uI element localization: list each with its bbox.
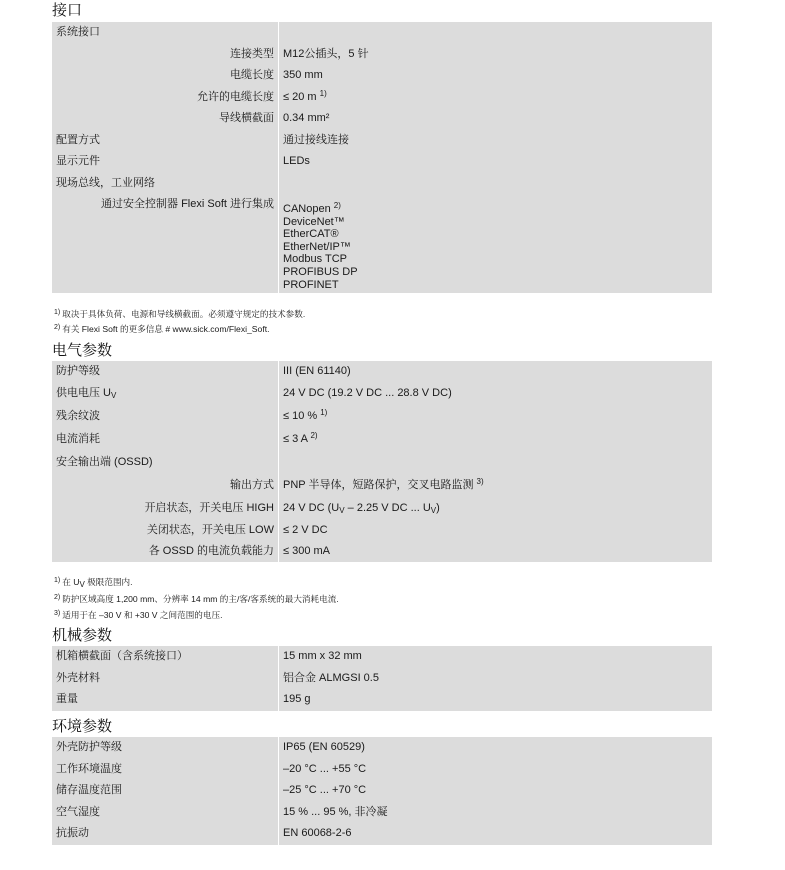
table-row	[52, 498, 712, 520]
row-label: 允许的电缆长度	[52, 87, 278, 109]
table-row	[52, 108, 712, 130]
table-row	[52, 689, 712, 711]
row-value: ≤ 3 A $^{2)}$	[279, 429, 712, 452]
row-value: ≤ 300 mA	[279, 541, 712, 562]
table-row	[52, 406, 712, 429]
row-value-list	[279, 194, 712, 293]
table-row	[52, 429, 712, 452]
row-label: 机箱横截面（含系统接口）	[52, 646, 278, 668]
row-label: 系统接口	[52, 22, 278, 44]
list-item: EtherCAT®	[283, 228, 339, 241]
table-row	[52, 520, 712, 541]
row-value	[279, 173, 712, 195]
row-value: III (EN 61140)	[279, 361, 712, 383]
row-label: 各 OSSD 的电流负载能力	[52, 541, 278, 562]
row-label: 电缆长度	[52, 65, 278, 87]
row-value: 15 % ... 95 %, 非冷凝	[279, 802, 712, 824]
row-label: 输出方式	[52, 475, 278, 498]
table-row	[52, 361, 712, 383]
table-row	[52, 541, 712, 562]
row-label: 供电电压 $U_V$	[52, 383, 278, 406]
row-value: ≤ 2 V DC	[279, 520, 712, 541]
row-label: 外壳防护等级	[52, 737, 278, 759]
list-item: CANopen $^{2)}$	[283, 201, 341, 215]
footnote: $^{2)}$ 有关 Flexi Soft 的更多信息 # www.sick.com/Flexi_Soft.	[54, 324, 270, 334]
list-item: DeviceNet™	[283, 215, 345, 228]
table-row	[52, 759, 712, 781]
row-label: 储存温度范围	[52, 780, 278, 802]
section-title-electrical: 电气参数	[52, 342, 113, 359]
list-item: PROFIBUS DP	[283, 265, 358, 278]
table-row	[52, 173, 712, 195]
table-row	[52, 668, 712, 690]
table-row	[52, 87, 712, 109]
footnote-ref: 2)	[310, 430, 318, 440]
row-value: 0.34 mm²	[279, 108, 712, 130]
table-row	[52, 44, 712, 66]
footnote-ref: 1)	[319, 88, 327, 98]
table-row	[52, 802, 712, 824]
table-row	[52, 22, 712, 44]
footnote-ref: 1)	[320, 407, 328, 417]
row-label: 空气湿度	[52, 802, 278, 824]
row-label: 防护等级	[52, 361, 278, 383]
row-label: 安全输出端 (OSSD)	[52, 452, 278, 475]
row-value: EN 60068-2-6	[279, 823, 712, 845]
row-value: 195 g	[279, 689, 712, 711]
footnote: $^{1)}$ 在 $U_V$ 极限范围内.	[54, 577, 133, 589]
row-value: 铝合金 ALMGSI 0.5	[279, 668, 712, 690]
table-row	[52, 780, 712, 802]
list-item: EtherNet/IP™	[283, 240, 351, 253]
row-label: 现场总线，工业网络	[52, 173, 278, 195]
table-row	[52, 452, 712, 475]
row-value: –20 °C ... +55 °C	[279, 759, 712, 781]
row-value: 24 V DC (19.2 V DC ... 28.8 V DC)	[279, 383, 712, 406]
table-row	[52, 475, 712, 498]
table-row	[52, 823, 712, 845]
list-item: Modbus TCP	[283, 253, 347, 266]
table-row	[52, 737, 712, 759]
table-row	[52, 194, 712, 293]
electrical-table	[52, 361, 712, 562]
section-title-mechanical: 机械参数	[52, 627, 113, 644]
row-label: 开启状态，开关电压 HIGH	[52, 498, 278, 520]
section-title-environment: 环境参数	[52, 718, 113, 735]
row-value: 24 V DC ($U_V - 2.25$ V DC ... $U_V$)	[279, 498, 712, 520]
footnote: $^{3)}$ 适用于在 –30 V 和 +30 V 之间范围的电压.	[54, 610, 223, 620]
row-value: LEDs	[279, 151, 712, 173]
footnote: $^{1)}$ 取决于具体负荷、电源和导线横截面。必须遵守规定的技术参数.	[54, 309, 306, 319]
row-label: 关闭状态，开关电压 LOW	[52, 520, 278, 541]
row-value: IP65 (EN 60529)	[279, 737, 712, 759]
table-row	[52, 65, 712, 87]
table-row	[52, 383, 712, 406]
mechanical-table	[52, 646, 712, 711]
row-label: 配置方式	[52, 130, 278, 152]
footnote-ref: 3)	[476, 476, 484, 486]
row-value: PNP 半导体，短路保护，交叉电路监测 $^{3)}$	[279, 475, 712, 498]
table-row	[52, 151, 712, 173]
row-label: 电流消耗	[52, 429, 278, 452]
row-value: 通过接线连接	[279, 130, 712, 152]
table-row	[52, 646, 712, 668]
environment-table	[52, 737, 712, 845]
row-label: 通过安全控制器 Flexi Soft 进行集成	[52, 194, 278, 293]
table-row	[52, 130, 712, 152]
row-label: 残余纹波	[52, 406, 278, 429]
row-value: 350 mm	[279, 65, 712, 87]
row-label: 重量	[52, 689, 278, 711]
row-label: 抗振动	[52, 823, 278, 845]
row-value: 15 mm x 32 mm	[279, 646, 712, 668]
row-value: ≤ 10 % $^{1)}$	[279, 406, 712, 429]
footnote-ref: 2)	[333, 201, 341, 210]
row-value	[279, 22, 712, 44]
row-label: 显示元件	[52, 151, 278, 173]
row-label: 导线横截面	[52, 108, 278, 130]
row-value	[279, 452, 712, 475]
row-label: 连接类型	[52, 44, 278, 66]
interface-table	[52, 22, 712, 293]
list-item: PROFINET	[283, 278, 339, 291]
footnote: $^{2)}$ 防护区域高度 1,200 mm、分辨率 14 mm 的主/客/客系统的最大消耗电流.	[54, 594, 339, 604]
row-value: ≤ 20 m $^{1)}$	[279, 87, 712, 109]
row-value: –25 °C ... +70 °C	[279, 780, 712, 802]
row-label: 工作环境温度	[52, 759, 278, 781]
row-label: 外壳材料	[52, 668, 278, 690]
section-title-interface: 接口	[52, 2, 83, 19]
row-value: M12公插头，5 针	[279, 44, 712, 66]
